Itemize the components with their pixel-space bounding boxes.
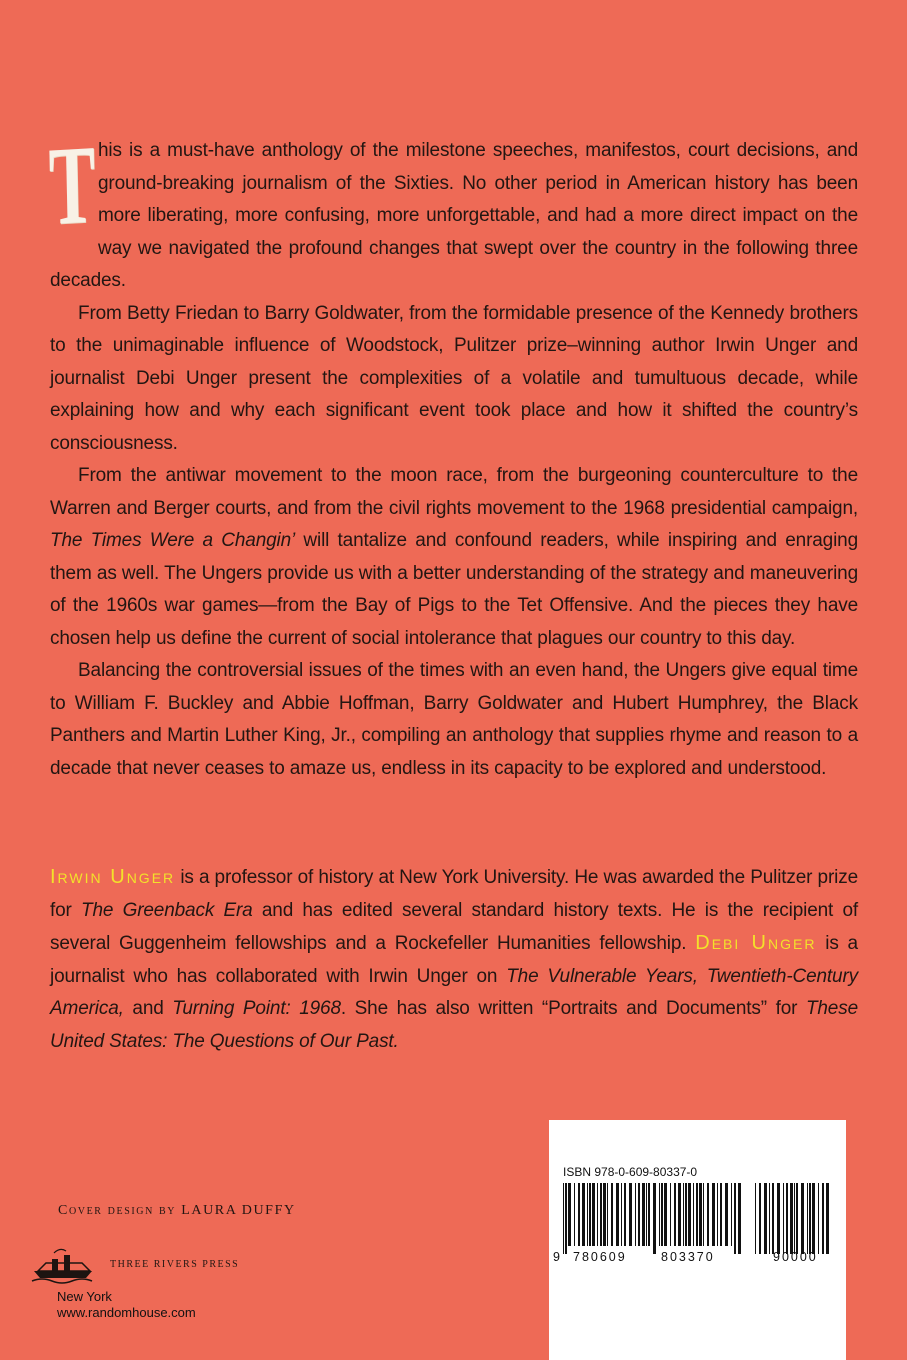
barcode-bar [592,1183,595,1246]
barcode-bar [769,1183,770,1254]
barcode-bar [638,1183,640,1246]
author-bio-text [50,861,858,1058]
drop-cap: T [47,122,97,249]
barcode-bar [565,1183,567,1254]
barcode-bar [734,1183,736,1254]
isbn-label: ISBN 978-0-609-80337-0 [563,1165,698,1179]
publisher-city: New York [57,1289,112,1304]
barcode-bar [731,1183,732,1246]
barcode-bar [777,1183,780,1254]
barcode-bar [661,1183,663,1246]
blurb-paragraph-1 [47,122,858,298]
publisher-website: www.randomhouse.com [57,1305,196,1320]
barcode-bar [720,1183,722,1246]
barcode-bar [783,1183,784,1254]
barcode-panel [549,1120,846,1360]
barcode-bar [759,1183,761,1254]
bio-text-5: . She has also written “Portraits and Documents” for [340,998,806,1019]
bio-title-4: These United States: The Questions of Our Past. [50,998,858,1052]
author-name-debi: Debi Unger [695,932,817,954]
blurb-paragraph-3 [50,460,858,655]
barcode-bar [794,1183,795,1254]
barcode-bar [826,1183,829,1254]
barcode-bar [822,1183,824,1254]
barcode-bar [801,1183,804,1254]
barcode-bar [693,1183,694,1246]
barcode-bar [688,1183,691,1246]
blurb-paragraph-2: From Betty Friedan to Barry Goldwater, from the formidable presence of the Kennedy brothers to the unimaginable influence of Woodstock, Pulitzer prize–winning author Irwin Unger and journalist Debi Unger present the complexities of a volatile and tumultuous decade, while explaining how and why each significant event took place and how it shifted the country’s consciousness. [50,302,858,454]
barcode-bar [642,1183,645,1246]
barcode-bar [648,1183,650,1246]
blurb-paragraph-1-text: his is a must-have anthology of the milestone speeches, manifestos, court decisions, and ground-breaking journalism of the Sixties. No other period in American history has been more liberating, more confusing, more unforgettable, and had a more direct impact on the way we navigated the profound changes that swept over the country in the following three decades. [50,140,858,291]
barcode-bar [755,1183,756,1254]
barcode-bar [738,1183,741,1254]
barcode-bar [664,1183,667,1246]
barcode-bar [587,1183,588,1246]
barcode-bar [703,1183,704,1246]
bio-text-2: and has edited several standard history texts. He is the recipient of several Guggenheim fellowships and a Rockefeller Humanities fellowship. [50,899,858,954]
barcode-bar [568,1183,571,1246]
bio-title-1: The Greenback Era [81,899,253,921]
bio-text-4: and [123,998,173,1019]
cover-design-credit: Cover design by LAURA DUFFY [58,1203,296,1218]
bio-text-3: is a journalist who has collaborated with Irwin Unger on [50,933,858,987]
barcode-bar [683,1183,684,1246]
barcode-bar [699,1183,702,1246]
barcode-bar [629,1183,632,1246]
barcode-bar [678,1183,681,1246]
barcode-bar [603,1183,606,1246]
barcode-bar [685,1183,687,1246]
barcode-bar [707,1183,709,1246]
barcode-bar [621,1183,622,1246]
bio-title-2: The Vulnerable Years, Twentieth-Century America, [50,965,858,1019]
ship-logo-icon [30,1245,102,1285]
barcode-bar [674,1183,676,1246]
barcode-bar [563,1183,564,1254]
barcode-bar [600,1183,602,1246]
barcode-bar [725,1183,728,1246]
barcode-bar [764,1183,767,1254]
barcode-bar [717,1183,718,1246]
barcode-bar [696,1183,698,1246]
barcode-bar [574,1183,575,1246]
barcode-bar [597,1183,598,1246]
publisher-location [57,1289,196,1321]
barcode-bar [809,1183,811,1254]
barcode-bar [607,1183,608,1246]
blurb [47,122,858,785]
barcode-bar [611,1183,613,1246]
barcode-digits-right: 803370 [661,1250,715,1264]
author-bio [50,861,858,1058]
barcode-bar [582,1183,585,1246]
barcode-digits-left: 780609 [573,1250,627,1264]
barcode-digit-lead: 9 [553,1250,560,1264]
barcode-bar [589,1183,591,1246]
barcode-bar [790,1183,793,1254]
barcode-bar [646,1183,647,1246]
barcode-bar [796,1183,798,1254]
bio-title-3: Turning Point: 1968 [172,998,341,1019]
barcode-bar [786,1183,788,1254]
barcode-bar [653,1183,656,1254]
barcode-bar [807,1183,808,1254]
barcode-bar [772,1183,774,1254]
author-name-irwin: Irwin Unger [50,866,176,888]
barcode-icon [549,1120,846,1360]
barcode-bar [818,1183,819,1254]
book-title-inline: The Times Were a Changin’ [50,530,296,551]
blurb-paragraph-3-a: From the antiwar movement to the moon race, from the burgeoning counterculture to the Warren and Berger courts, and from the civil rights movement to the 1968 presidential campaign, [50,465,858,519]
barcode-bar [624,1183,626,1246]
barcode-bar [670,1183,671,1246]
barcode-bar [578,1183,580,1246]
barcode-bar [659,1183,660,1246]
blurb-paragraph-4: Balancing the controversial issues of the times with an even hand, the Ungers give equal time to William F. Buckley and Abbie Hoffman, Barry Goldwater and Hubert Humphrey, the Black Panthers and Martin Luther King, Jr., compiling an anthology that supplies rhyme and reason to a decade that never ceases to amaze us, endless in its capacity to be explored and understood. [50,660,858,779]
barcode-addon: 90000 [773,1250,818,1264]
barcode-bar [616,1183,619,1246]
publisher-name: THREE RIVERS PRESS [110,1259,240,1270]
barcode-bar [812,1183,815,1254]
blurb-paragraph-3-b: will tantalize and confound readers, while inspiring and enraging them as well. The Ungers provide us with a better understanding of the strategy and maneuvering of the 1960s war games—from the Bay of Pigs to the Tet Offensive. And the pieces they have chosen help us define the current of social intolerance that plagues our country to this day. [50,530,858,649]
barcode-bar [635,1183,636,1246]
bio-text-1: is a professor of history at New York University. He was awarded the Pulitzer prize for [50,867,858,921]
barcode-bar [712,1183,715,1246]
